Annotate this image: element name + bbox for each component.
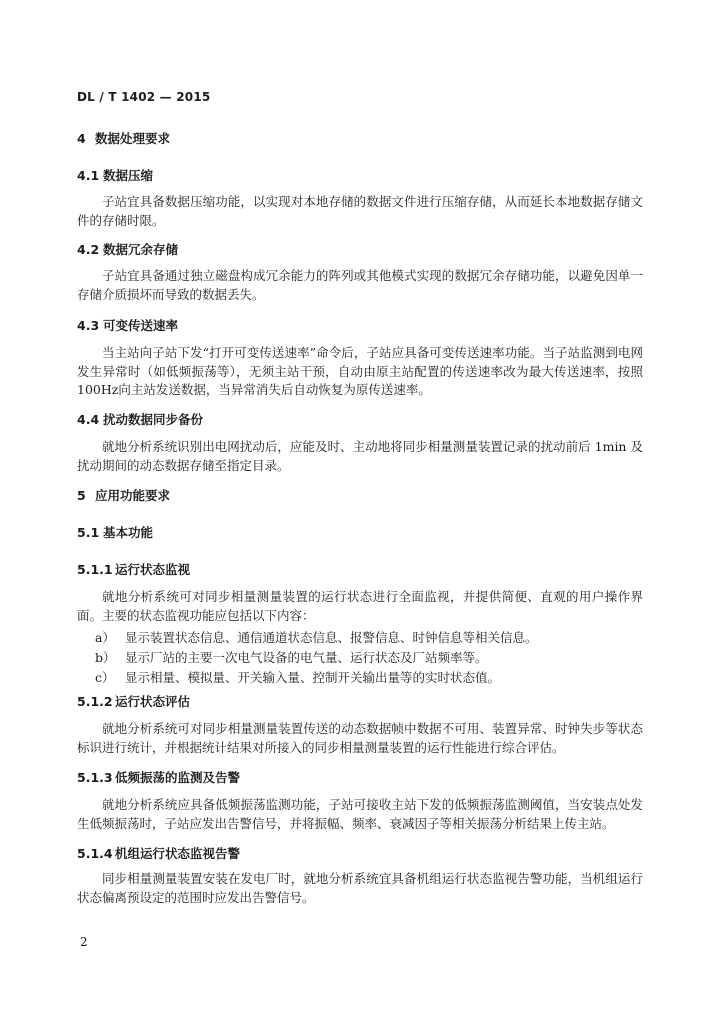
section-number: 4.1 xyxy=(77,168,100,183)
section-number: 5.1.4 xyxy=(77,846,113,861)
section-title: 应用功能要求 xyxy=(95,488,171,503)
page-number: 2 xyxy=(80,935,88,949)
standard-code-header: DL / T 1402 — 2015 xyxy=(77,90,211,104)
section-number: 5.1 xyxy=(77,525,100,540)
section-4-3-heading xyxy=(77,316,178,334)
section-5-1-4-heading xyxy=(77,844,240,862)
section-title: 机组运行状态监视告警 xyxy=(115,846,241,861)
section-number: 5 xyxy=(77,488,86,503)
list-item xyxy=(95,648,643,666)
section-title: 数据压缩 xyxy=(103,168,154,183)
section-4-heading xyxy=(77,129,170,147)
section-number: 4.3 xyxy=(77,318,100,333)
section-4-4-heading xyxy=(77,410,203,428)
list-marker: c） xyxy=(95,670,115,685)
section-title: 数据冗余存储 xyxy=(103,242,179,257)
section-number: 4.2 xyxy=(77,242,100,257)
section-title: 低频振荡的监测及告警 xyxy=(115,770,241,785)
section-5-1-4-body: 同步相量测量装置安装在发电厂时，就地分析系统宜具备机组运行状态监视告警功能，当机组运行状态偏离预设定的范围时应发出告警信号。 xyxy=(77,871,643,905)
section-4-3-body: 当主站向子站下发“打开可变传送速率”命令后，子站应具备可变传送速率功能。当子站监测到电网发生异常时（如低频振荡等），无须主站干预，自动由原主站配置的传送速率改为最大传送速率，按照100Hz向主站发送数据，当异常消失后自动恢复为原传送速率。 xyxy=(77,345,643,397)
section-5-1-2-heading xyxy=(77,692,190,710)
section-number: 5.1.2 xyxy=(77,694,113,709)
list-text: 显示装置状态信息、通信通道状态信息、报警信息、时钟信息等相关信息。 xyxy=(125,630,538,645)
section-5-1-3-heading xyxy=(77,768,240,786)
section-number: 4.4 xyxy=(77,412,100,427)
section-title: 可变传送速率 xyxy=(103,318,179,333)
section-5-1-3-body: 就地分析系统应具备低频振荡监测功能，子站可接收主站下发的低频振荡监测阈值，当安装点处发生低频振荡时，子站应发出告警信号，并将振幅、频率、衰减因子等相关振荡分析结果上传主站。 xyxy=(77,797,643,831)
section-title: 数据处理要求 xyxy=(95,131,171,146)
section-title: 基本功能 xyxy=(103,525,154,540)
section-5-1-1-body: 就地分析系统可对同步相量测量装置的运行状态进行全面监视，并提供简便、直观的用户操作界面。主要的状态监视功能应包括以下内容： xyxy=(77,589,643,623)
section-title: 扰动数据同步备份 xyxy=(103,412,204,427)
section-4-4-body: 就地分析系统识别出电网扰动后，应能及时、主动地将同步相量测量装置记录的扰动前后 1min 及扰动期间的动态数据存储至指定目录。 xyxy=(77,439,643,473)
section-4-1-heading xyxy=(77,166,153,184)
section-5-1-heading xyxy=(77,523,153,541)
section-4-1-body: 子站宜具备数据压缩功能，以实现对本地存储的数据文件进行压缩存储，从而延长本地数据存储文件的存储时限。 xyxy=(77,194,643,228)
list-item xyxy=(95,668,643,686)
section-title: 运行状态监视 xyxy=(115,562,191,577)
section-5-1-1-heading xyxy=(77,560,190,578)
section-5-heading xyxy=(77,486,170,504)
section-number: 5.1.1 xyxy=(77,562,113,577)
list-item xyxy=(95,628,643,646)
list-text: 显示厂站的主要一次电气设备的电气量、运行状态及厂站频率等。 xyxy=(125,650,488,665)
list-marker: a） xyxy=(95,630,115,645)
section-title: 运行状态评估 xyxy=(115,694,191,709)
section-number: 4 xyxy=(77,131,86,146)
section-4-2-body: 子站宜具备通过独立磁盘构成冗余能力的阵列或其他模式实现的数据冗余存储功能，以避免因单一存储介质损坏而导致的数据丢失。 xyxy=(77,268,643,302)
list-text: 显示相量、模拟量、开关输入量、控制开关输出量等的实时状态值。 xyxy=(125,670,501,685)
list-marker: b） xyxy=(95,650,116,665)
section-5-1-2-body: 就地分析系统可对同步相量测量装置传送的动态数据帧中数据不可用、装置异常、时钟失步等状态标识进行统计，并根据统计结果对所接入的同步相量测量装置的运行性能进行综合评估。 xyxy=(77,721,643,755)
section-number: 5.1.3 xyxy=(77,770,113,785)
section-4-2-heading xyxy=(77,240,178,258)
